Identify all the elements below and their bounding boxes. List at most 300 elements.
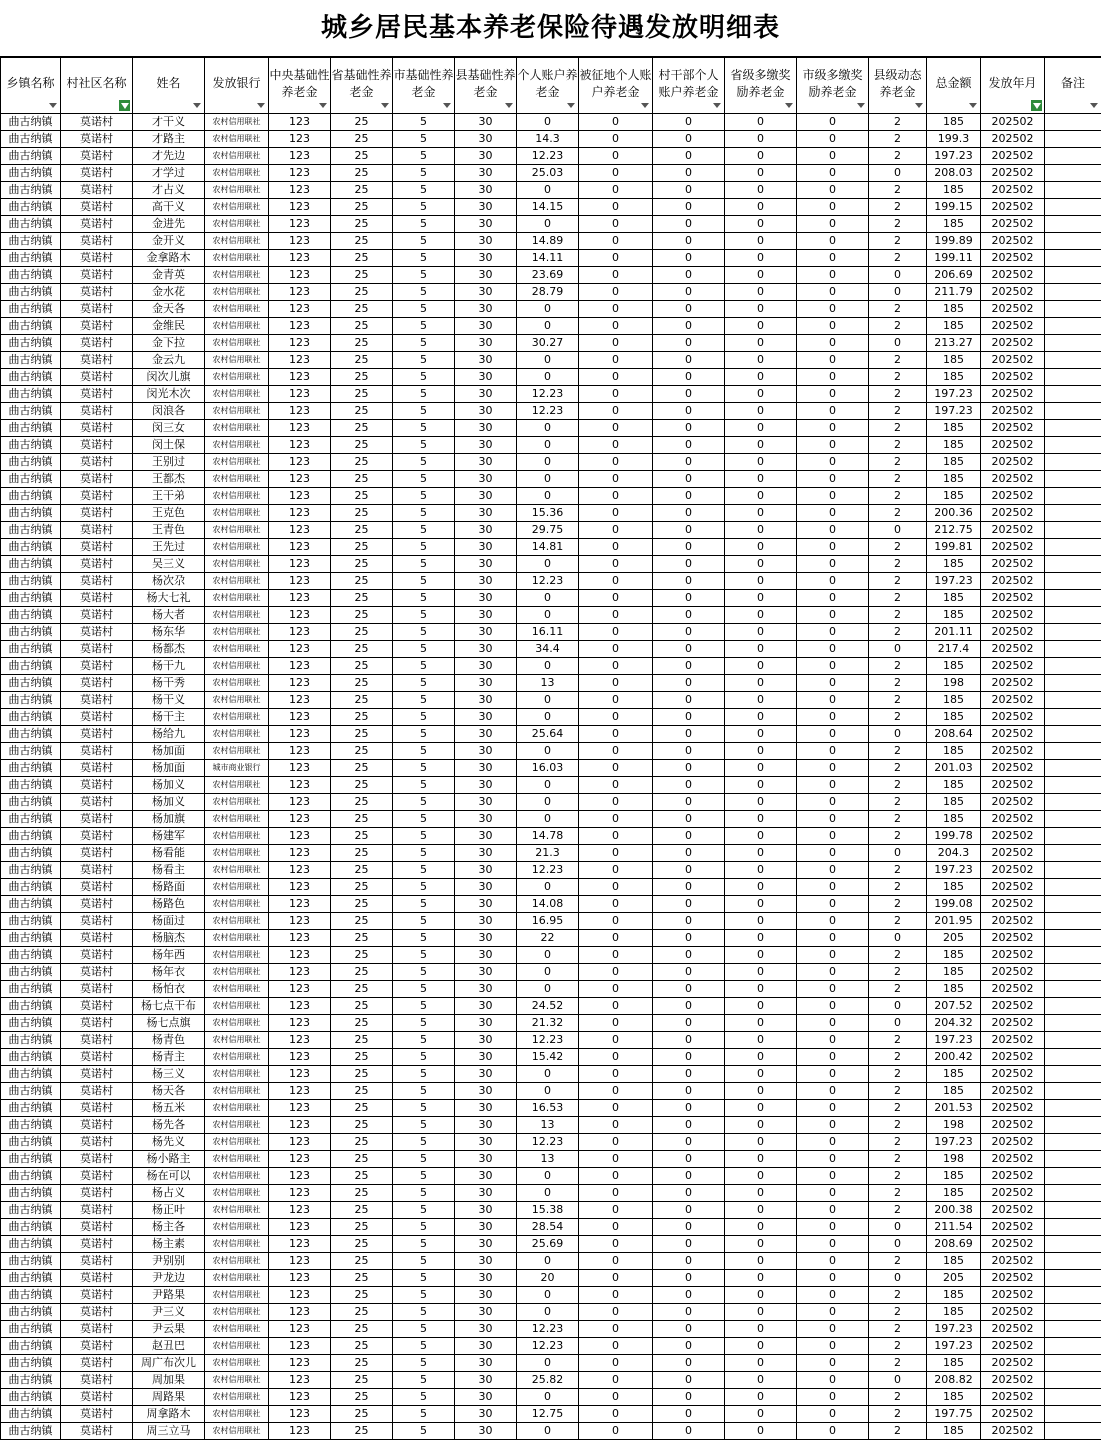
table-cell: [1045, 1032, 1101, 1049]
table-cell: 2: [869, 1117, 927, 1134]
table-cell: 0: [579, 1202, 653, 1219]
table-cell: 2: [869, 386, 927, 403]
table-cell: 202502: [981, 1338, 1045, 1355]
table-cell: 杨七点干布: [133, 998, 205, 1015]
table-cell: 莫诺村: [61, 1219, 133, 1236]
table-cell: 0: [725, 420, 797, 437]
table-cell: 15.42: [517, 1049, 579, 1066]
table-cell: 王干弟: [133, 488, 205, 505]
table-cell: 202502: [981, 692, 1045, 709]
table-cell: 0: [579, 488, 653, 505]
table-cell: 莫诺村: [61, 692, 133, 709]
table-cell: 202502: [981, 1287, 1045, 1304]
table-cell: 0: [725, 335, 797, 352]
table-row: [1, 1423, 1101, 1440]
table-cell: 莫诺村: [61, 556, 133, 573]
table-cell: 0: [653, 437, 725, 454]
table-cell: 0: [653, 760, 725, 777]
table-cell: [1045, 182, 1101, 199]
table-cell: 207.52: [927, 998, 981, 1015]
table-cell: 0: [653, 641, 725, 658]
table-cell: 30: [455, 1389, 517, 1406]
table-cell: 0: [653, 1168, 725, 1185]
table-cell: 曲古纳镇: [1, 913, 61, 930]
table-cell: 202502: [981, 981, 1045, 998]
table-cell: 0: [653, 590, 725, 607]
column-header-label: 省基础性养老金: [331, 67, 392, 105]
table-row: [1, 420, 1101, 437]
table-cell: 0: [725, 1423, 797, 1440]
table-cell: 莫诺村: [61, 1389, 133, 1406]
table-cell: 25: [331, 1134, 393, 1151]
table-cell: 30: [455, 777, 517, 794]
table-cell: 5: [393, 624, 455, 641]
table-cell: 曲古纳镇: [1, 1134, 61, 1151]
table-cell: 0: [579, 318, 653, 335]
table-cell: 农村信用联社: [205, 1066, 269, 1083]
table-cell: 30: [455, 981, 517, 998]
table-cell: 202502: [981, 1406, 1045, 1423]
table-cell: 185: [927, 1287, 981, 1304]
table-cell: 2: [869, 828, 927, 845]
table-cell: 123: [269, 947, 331, 964]
dropdown-arrow-icon[interactable]: [784, 101, 793, 110]
table-cell: 0: [579, 403, 653, 420]
table-cell: 0: [579, 1423, 653, 1440]
table-cell: 0: [653, 165, 725, 182]
table-cell: 211.79: [927, 284, 981, 301]
column-header-14: [927, 58, 981, 114]
dropdown-arrow-icon[interactable]: [48, 101, 57, 110]
table-cell: 莫诺村: [61, 1185, 133, 1202]
table-cell: 2: [869, 896, 927, 913]
table-cell: 农村信用联社: [205, 1372, 269, 1389]
table-cell: 0: [725, 947, 797, 964]
table-cell: 123: [269, 1355, 331, 1372]
table-cell: 2: [869, 1321, 927, 1338]
table-cell: 0: [579, 896, 653, 913]
dropdown-arrow-icon[interactable]: [968, 101, 977, 110]
dropdown-arrow-icon[interactable]: [566, 101, 575, 110]
filter-funnel-icon[interactable]: [1031, 100, 1042, 111]
table-cell: [1045, 1151, 1101, 1168]
table-cell: 185: [927, 1083, 981, 1100]
table-cell: 0: [725, 454, 797, 471]
table-cell: 123: [269, 641, 331, 658]
table-row: [1, 624, 1101, 641]
dropdown-arrow-icon[interactable]: [192, 101, 201, 110]
table-cell: 莫诺村: [61, 964, 133, 981]
table-cell: 202502: [981, 845, 1045, 862]
table-cell: 12.23: [517, 1134, 579, 1151]
table-cell: 曲古纳镇: [1, 1304, 61, 1321]
table-cell: 25: [331, 624, 393, 641]
table-cell: 123: [269, 998, 331, 1015]
table-cell: [1045, 454, 1101, 471]
table-cell: 2: [869, 1049, 927, 1066]
table-cell: 123: [269, 913, 331, 930]
table-cell: 123: [269, 488, 331, 505]
table-cell: 201.95: [927, 913, 981, 930]
table-row: [1, 1015, 1101, 1032]
table-cell: 2: [869, 556, 927, 573]
table-cell: 0: [725, 216, 797, 233]
table-cell: 莫诺村: [61, 386, 133, 403]
table-cell: 0: [725, 998, 797, 1015]
table-cell: 杨东华: [133, 624, 205, 641]
table-cell: 205: [927, 1270, 981, 1287]
table-cell: [1045, 1423, 1101, 1440]
table-row: [1, 250, 1101, 267]
column-header-6: [393, 58, 455, 114]
table-cell: 199.15: [927, 199, 981, 216]
table-cell: 25: [331, 743, 393, 760]
table-cell: 123: [269, 199, 331, 216]
table-cell: 莫诺村: [61, 1049, 133, 1066]
table-cell: 0: [579, 267, 653, 284]
table-cell: 曲古纳镇: [1, 828, 61, 845]
table-cell: 12.23: [517, 573, 579, 590]
table-cell: 185: [927, 1185, 981, 1202]
table-cell: 0: [653, 369, 725, 386]
table-cell: [1045, 1134, 1101, 1151]
table-cell: 30: [455, 352, 517, 369]
table-cell: 123: [269, 1304, 331, 1321]
table-cell: 农村信用联社: [205, 1185, 269, 1202]
table-cell: 0: [725, 675, 797, 692]
column-header-10: [653, 58, 725, 114]
table-cell: 0: [725, 386, 797, 403]
table-cell: 202502: [981, 386, 1045, 403]
table-cell: 0: [725, 267, 797, 284]
table-cell: 曲古纳镇: [1, 420, 61, 437]
table-row: [1, 216, 1101, 233]
table-cell: 5: [393, 1423, 455, 1440]
table-cell: 0: [579, 1049, 653, 1066]
table-cell: 30: [455, 590, 517, 607]
table-cell: 0: [725, 930, 797, 947]
table-cell: 莫诺村: [61, 1287, 133, 1304]
table-cell: 才路主: [133, 131, 205, 148]
table-row: [1, 1219, 1101, 1236]
table-cell: 莫诺村: [61, 811, 133, 828]
table-cell: 185: [927, 1066, 981, 1083]
table-cell: 5: [393, 607, 455, 624]
table-cell: [1045, 284, 1101, 301]
dropdown-arrow-icon[interactable]: [856, 101, 865, 110]
table-cell: 30: [455, 760, 517, 777]
table-cell: 金水花: [133, 284, 205, 301]
table-cell: 莫诺村: [61, 624, 133, 641]
table-cell: 莫诺村: [61, 1117, 133, 1134]
table-cell: 莫诺村: [61, 454, 133, 471]
table-cell: 0: [653, 1032, 725, 1049]
table-cell: 25: [331, 182, 393, 199]
table-cell: 123: [269, 896, 331, 913]
table-cell: 0: [725, 964, 797, 981]
table-cell: 30: [455, 454, 517, 471]
table-cell: 197.23: [927, 1032, 981, 1049]
table-cell: 0: [725, 471, 797, 488]
table-cell: 0: [797, 335, 869, 352]
table-cell: 0: [797, 216, 869, 233]
table-cell: 曲古纳镇: [1, 1151, 61, 1168]
table-cell: 22: [517, 930, 579, 947]
table-cell: 25: [331, 1202, 393, 1219]
table-cell: 25: [331, 828, 393, 845]
table-cell: 0: [653, 743, 725, 760]
table-cell: 曲古纳镇: [1, 1117, 61, 1134]
table-cell: 30: [455, 199, 517, 216]
table-cell: 农村信用联社: [205, 165, 269, 182]
table-cell: 0: [653, 964, 725, 981]
table-cell: 0: [725, 692, 797, 709]
table-cell: 185: [927, 1389, 981, 1406]
table-cell: 周拿路木: [133, 1406, 205, 1423]
table-cell: 123: [269, 148, 331, 165]
table-cell: 0: [517, 709, 579, 726]
table-cell: 123: [269, 556, 331, 573]
table-row: [1, 1287, 1101, 1304]
page-title: 城乡居民基本养老保险待遇发放明细表: [0, 0, 1101, 57]
table-cell: 农村信用联社: [205, 726, 269, 743]
table-cell: 0: [869, 930, 927, 947]
table-cell: 0: [797, 267, 869, 284]
table-cell: 202502: [981, 1321, 1045, 1338]
table-cell: 0: [797, 1270, 869, 1287]
table-cell: 0: [579, 1032, 653, 1049]
table-cell: 0: [797, 624, 869, 641]
table-cell: 0: [725, 352, 797, 369]
table-cell: 农村信用联社: [205, 1134, 269, 1151]
table-cell: 农村信用联社: [205, 471, 269, 488]
table-cell: 5: [393, 879, 455, 896]
table-cell: 5: [393, 658, 455, 675]
table-cell: 杨干九: [133, 658, 205, 675]
table-cell: 杨先各: [133, 1117, 205, 1134]
table-cell: 30: [455, 1168, 517, 1185]
table-cell: 0: [579, 624, 653, 641]
table-cell: 0: [579, 1015, 653, 1032]
table-cell: 202502: [981, 216, 1045, 233]
table-cell: 闵三女: [133, 420, 205, 437]
table-cell: 202502: [981, 199, 1045, 216]
table-cell: 才干义: [133, 114, 205, 131]
table-cell: 123: [269, 675, 331, 692]
pension-detail-table: [0, 57, 1101, 1440]
table-cell: 0: [579, 879, 653, 896]
table-cell: [1045, 777, 1101, 794]
table-cell: 0: [579, 743, 653, 760]
table-cell: [1045, 641, 1101, 658]
table-cell: 0: [797, 1083, 869, 1100]
table-cell: 5: [393, 1355, 455, 1372]
table-cell: 农村信用联社: [205, 1389, 269, 1406]
table-cell: 212.75: [927, 522, 981, 539]
table-cell: 202502: [981, 1355, 1045, 1372]
table-cell: 0: [725, 250, 797, 267]
table-cell: 202502: [981, 641, 1045, 658]
table-cell: 25: [331, 1423, 393, 1440]
filter-funnel-icon[interactable]: [119, 100, 130, 111]
table-cell: 5: [393, 998, 455, 1015]
table-cell: 0: [579, 930, 653, 947]
table-cell: 202502: [981, 1372, 1045, 1389]
table-cell: 185: [927, 811, 981, 828]
table-cell: 5: [393, 267, 455, 284]
table-cell: 曲古纳镇: [1, 522, 61, 539]
column-header-4: [269, 58, 331, 114]
table-cell: [1045, 1100, 1101, 1117]
table-cell: [1045, 505, 1101, 522]
table-cell: 0: [797, 471, 869, 488]
table-cell: 0: [869, 284, 927, 301]
table-row: [1, 709, 1101, 726]
table-cell: 23.69: [517, 267, 579, 284]
dropdown-arrow-icon[interactable]: [442, 101, 451, 110]
table-cell: [1045, 386, 1101, 403]
table-cell: 204.32: [927, 1015, 981, 1032]
dropdown-arrow-icon[interactable]: [380, 101, 389, 110]
table-cell: 莫诺村: [61, 318, 133, 335]
dropdown-arrow-icon[interactable]: [504, 101, 513, 110]
table-cell: 0: [579, 998, 653, 1015]
table-row: [1, 1134, 1101, 1151]
table-cell: 12.23: [517, 403, 579, 420]
table-cell: 曲古纳镇: [1, 267, 61, 284]
dropdown-arrow-icon[interactable]: [1089, 101, 1098, 110]
table-cell: 30: [455, 1219, 517, 1236]
table-cell: 0: [653, 1219, 725, 1236]
table-cell: 曲古纳镇: [1, 1355, 61, 1372]
table-cell: 0: [797, 539, 869, 556]
column-header-16: [1045, 58, 1101, 114]
table-cell: 25.82: [517, 1372, 579, 1389]
table-cell: 0: [797, 1253, 869, 1270]
table-cell: 杨主素: [133, 1236, 205, 1253]
table-cell: 202502: [981, 454, 1045, 471]
table-cell: 周广布次儿: [133, 1355, 205, 1372]
table-cell: 25: [331, 675, 393, 692]
table-cell: 208.82: [927, 1372, 981, 1389]
table-cell: 0: [579, 199, 653, 216]
table-cell: 123: [269, 1134, 331, 1151]
table-cell: 185: [927, 658, 981, 675]
table-cell: 0: [653, 1100, 725, 1117]
table-cell: 25: [331, 879, 393, 896]
table-row: [1, 1253, 1101, 1270]
table-cell: 周路果: [133, 1389, 205, 1406]
table-cell: 0: [517, 811, 579, 828]
table-cell: 123: [269, 624, 331, 641]
table-cell: 199.11: [927, 250, 981, 267]
dropdown-arrow-icon[interactable]: [914, 101, 923, 110]
table-cell: 0: [579, 437, 653, 454]
table-cell: 杨怕衣: [133, 981, 205, 998]
table-cell: 0: [579, 794, 653, 811]
table-cell: 0: [797, 505, 869, 522]
table-cell: 30: [455, 607, 517, 624]
table-cell: 5: [393, 1015, 455, 1032]
dropdown-arrow-icon[interactable]: [256, 101, 265, 110]
table-cell: 0: [653, 420, 725, 437]
table-cell: 莫诺村: [61, 1066, 133, 1083]
table-cell: 0: [579, 335, 653, 352]
table-cell: 0: [579, 1372, 653, 1389]
table-cell: 5: [393, 930, 455, 947]
table-cell: 莫诺村: [61, 301, 133, 318]
table-cell: 莫诺村: [61, 131, 133, 148]
table-cell: 莫诺村: [61, 165, 133, 182]
table-cell: 30: [455, 1117, 517, 1134]
table-cell: 198: [927, 675, 981, 692]
table-cell: 213.27: [927, 335, 981, 352]
table-cell: 周三立马: [133, 1423, 205, 1440]
table-cell: 0: [653, 930, 725, 947]
table-cell: 123: [269, 471, 331, 488]
table-cell: 0: [579, 1287, 653, 1304]
table-cell: 0: [797, 1219, 869, 1236]
table-cell: 莫诺村: [61, 862, 133, 879]
table-cell: 曲古纳镇: [1, 1100, 61, 1117]
table-cell: 123: [269, 1151, 331, 1168]
table-cell: 202502: [981, 862, 1045, 879]
table-cell: 尹龙边: [133, 1270, 205, 1287]
table-cell: 25: [331, 658, 393, 675]
table-cell: 0: [653, 284, 725, 301]
dropdown-arrow-icon[interactable]: [640, 101, 649, 110]
table-cell: 5: [393, 233, 455, 250]
table-cell: 0: [579, 1083, 653, 1100]
table-cell: 185: [927, 471, 981, 488]
table-cell: 123: [269, 369, 331, 386]
dropdown-arrow-icon[interactable]: [318, 101, 327, 110]
table-cell: 0: [517, 947, 579, 964]
table-cell: 25: [331, 913, 393, 930]
table-cell: 王先过: [133, 539, 205, 556]
table-cell: 曲古纳镇: [1, 726, 61, 743]
table-cell: 14.89: [517, 233, 579, 250]
table-cell: 13: [517, 1117, 579, 1134]
table-cell: 农村信用联社: [205, 131, 269, 148]
table-cell: [1045, 1270, 1101, 1287]
table-cell: 0: [653, 403, 725, 420]
table-row: [1, 1117, 1101, 1134]
table-cell: 185: [927, 301, 981, 318]
table-cell: 14.81: [517, 539, 579, 556]
table-row: [1, 1049, 1101, 1066]
table-row: [1, 1389, 1101, 1406]
table-cell: 30: [455, 896, 517, 913]
table-cell: 30: [455, 624, 517, 641]
table-cell: 农村信用联社: [205, 335, 269, 352]
table-cell: 莫诺村: [61, 1151, 133, 1168]
table-cell: [1045, 1338, 1101, 1355]
table-cell: 农村信用联社: [205, 947, 269, 964]
table-cell: 13: [517, 1151, 579, 1168]
table-cell: [1045, 488, 1101, 505]
table-cell: 2: [869, 505, 927, 522]
table-cell: 202502: [981, 1270, 1045, 1287]
table-cell: 尹云果: [133, 1321, 205, 1338]
table-cell: 30: [455, 658, 517, 675]
table-cell: 0: [653, 505, 725, 522]
column-header-label: 市级多缴奖励养老金: [797, 67, 868, 105]
dropdown-arrow-icon[interactable]: [712, 101, 721, 110]
table-cell: 25: [331, 607, 393, 624]
table-cell: 197.23: [927, 1134, 981, 1151]
table-cell: 农村信用联社: [205, 1423, 269, 1440]
